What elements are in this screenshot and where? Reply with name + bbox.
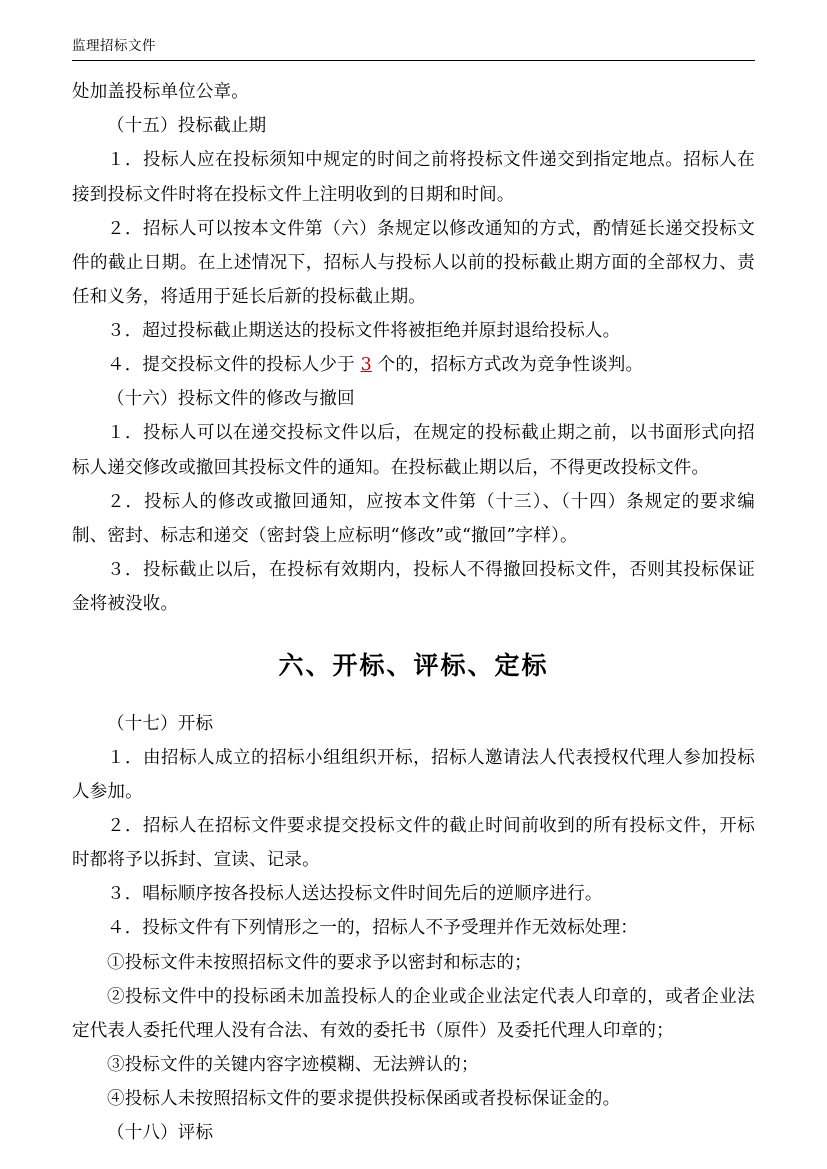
page-header [72, 38, 755, 60]
document-body [72, 75, 755, 1150]
paragraph-15-4 [72, 348, 755, 382]
paragraph-15-4-before: ４．提交投标文件的投标人少于 [107, 355, 361, 376]
paragraph-17-4-d: ④投标人未按照招标文件的要求提供投标保函或者投标保证金的。 [107, 1089, 621, 1110]
paragraph-15-2: ２．招标人可以按本文件第（六）条规定以修改通知的方式，酌情延长递交投标文件的截止日期。在上述情况下，招标人与投标人以前的投标截止期方面的全部权力、责任和义务，将适用于延长后新的投标截止期。 [72, 218, 755, 307]
paragraph-17-2: ２．招标人在招标文件要求提交投标文件的截止时间前收到的所有投标文件，开标时都将予以拆封、宣读、记录。 [72, 816, 755, 871]
section-heading-six: 六、开标、评标、定标 [278, 651, 549, 681]
header-title: 监理招标文件 [72, 38, 156, 54]
paragraph-15-1: １．投标人应在投标须知中规定的时间之前将投标文件递交到指定地点。招标人在接到投标文件时将在投标文件上注明收到的日期和时间。 [72, 150, 755, 205]
paragraph-17-4-c: ③投标文件的关键内容字迹模糊、无法辨认的； [107, 1054, 479, 1075]
paragraph-17-4-b: ②投标文件中的投标函未加盖投标人的企业或企业法定代表人印章的，或者企业法定代表人委托代理人没有合法、有效的委托书（原件）及委托代理人印章的； [72, 986, 755, 1041]
bidder-count-highlight: 3 [360, 355, 372, 376]
paragraph-16-3: ３．投标截止以后，在投标有效期内，投标人不得撤回投标文件，否则其投标保证金将被没收。 [72, 559, 755, 615]
subheading-16: （十六）投标文件的修改与撤回 [107, 389, 355, 410]
subheading-18: （十八）评标 [107, 1123, 214, 1144]
paragraph-16-1: １．投标人可以在递交投标文件以后，在规定的投标截止期之前，以书面形式向招标人递交修改或撤回其投标文件的通知。在投标截止期以后，不得更改投标文件。 [72, 423, 755, 478]
subheading-15: （十五）投标截止期 [107, 116, 267, 137]
paragraph-17-4: ４．投标文件有下列情形之一的，招标人不予受理并作无效标处理： [107, 918, 638, 939]
header-divider [72, 60, 755, 61]
paragraph-17-3: ３．唱标顺序按各投标人送达投标文件时间先后的逆顺序进行。 [107, 884, 603, 905]
paragraph-15-4-after: 个的，招标方式改为竞争性谈判。 [371, 355, 644, 376]
continuation-paragraph: 处加盖投标单位公章。 [72, 82, 249, 103]
subheading-17: （十七）开标 [107, 713, 214, 734]
paragraph-17-4-a: ①投标文件未按照招标文件的要求予以密封和标志的； [107, 952, 532, 973]
paragraph-15-3: ３．超过投标截止期送达的投标文件将被拒绝并原封退给投标人。 [107, 321, 621, 342]
paragraph-17-1: １．由招标人成立的招标小组组织开标，招标人邀请法人代表授权代理人参加投标人参加。 [72, 747, 755, 802]
paragraph-16-2: ２．投标人的修改或撤回通知，应按本文件第（十三）、（十四）条规定的要求编制、密封、标志和递交（密封袋上应标明“修改”或“撤回”字样）。 [72, 491, 755, 546]
